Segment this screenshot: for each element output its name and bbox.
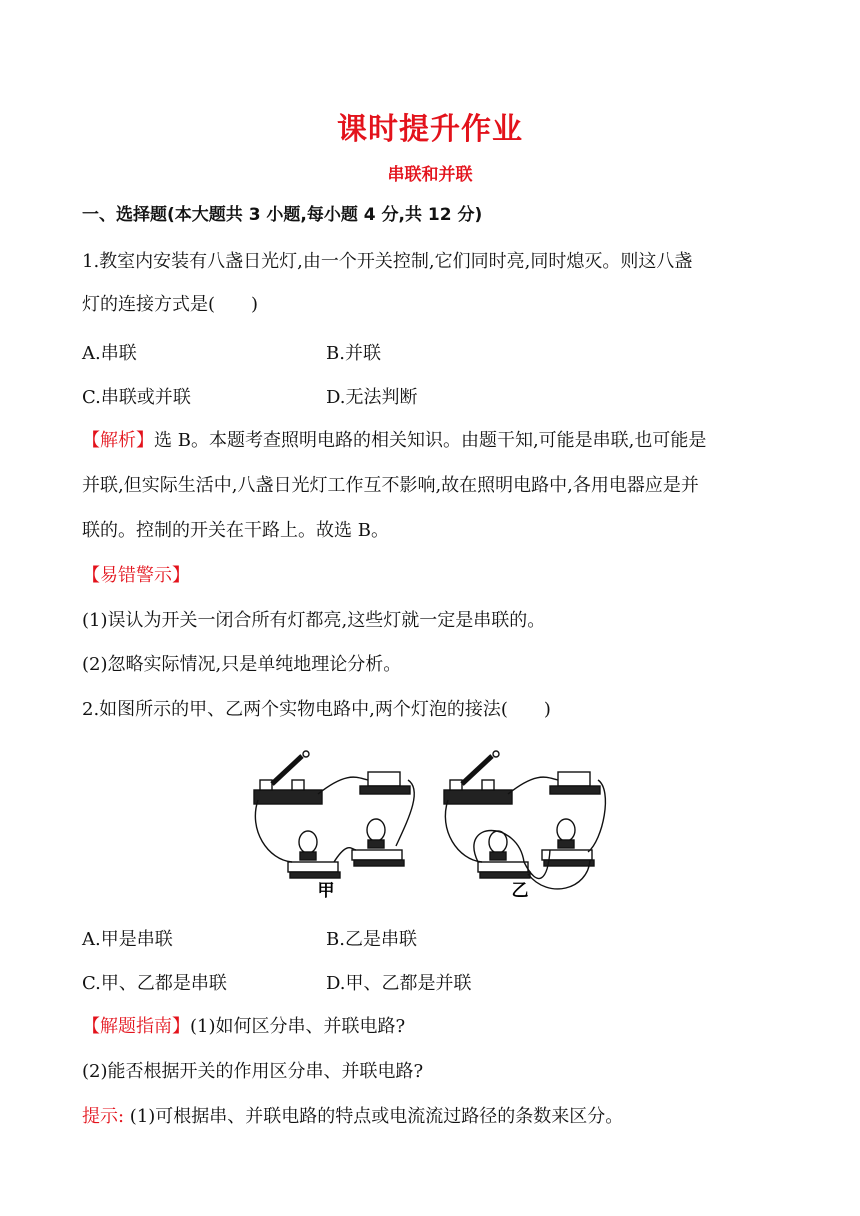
- warning-label: 【易错警示】: [82, 565, 190, 586]
- section-heading: 一、选择题(本大题共 3 小题,每小题 4 分,共 12 分): [82, 205, 483, 225]
- circuit-yi: [444, 751, 605, 889]
- q1-stem-line2: 灯的连接方式是( ): [82, 294, 259, 315]
- page-title: 课时提升作业: [337, 112, 523, 147]
- warning-item-2: (2)忽略实际情况,只是单纯地理论分析。: [82, 654, 402, 675]
- q2-option-a: A.甲是串联: [82, 929, 173, 950]
- guide-line1: [82, 1014, 405, 1040]
- q1-analysis-line1: [82, 428, 706, 454]
- guide-item-2: (2)能否根据开关的作用区分串、并联电路?: [82, 1061, 424, 1082]
- q1-option-a: A.串联: [82, 343, 137, 364]
- q1-option-c: C.串联或并联: [82, 387, 191, 408]
- q1-analysis-line2: 并联,但实际生活中,八盏日光灯工作互不影响,故在照明电路中,各用电器应是并: [82, 475, 699, 496]
- figure-label-jia: 甲: [317, 881, 335, 900]
- hint-text: (1)可根据串、并联电路的特点或电流流过路径的条数来区分。: [124, 1106, 624, 1127]
- guide-label: 【解题指南】: [82, 1016, 190, 1037]
- figure-label-yi: 乙: [511, 881, 529, 900]
- analysis-label: 【解析】: [82, 430, 154, 451]
- circuit-jia: [254, 751, 414, 878]
- q2-option-c: C.甲、乙都是串联: [82, 973, 227, 994]
- q1-option-d: D.无法判断: [326, 387, 418, 408]
- page-subtitle: 串联和并联: [387, 165, 473, 185]
- q2-option-b: B.乙是串联: [326, 929, 417, 950]
- q1-analysis-line3: 联的。控制的开关在干路上。故选 B。: [82, 520, 389, 541]
- q1-option-b: B.并联: [326, 343, 381, 364]
- hint-line1: [82, 1104, 623, 1130]
- hint-label: 提示:: [82, 1106, 125, 1127]
- warning-item-1: (1)误认为开关一闭合所有灯都亮,这些灯就一定是串联的。: [82, 610, 546, 631]
- q2-option-d: D.甲、乙都是并联: [326, 973, 472, 994]
- q2-stem: 2.如图所示的甲、乙两个实物电路中,两个灯泡的接法( ): [82, 699, 551, 720]
- guide-item-1: (1)如何区分串、并联电路?: [190, 1016, 406, 1037]
- q1-stem-line1: 1.教室内安装有八盏日光灯,由一个开关控制,它们同时亮,同时熄灭。则这八盏: [82, 251, 693, 272]
- circuit-figure: [248, 750, 618, 900]
- analysis-text: 选 B。本题考查照明电路的相关知识。由题干知,可能是串联,也可能是: [154, 430, 707, 451]
